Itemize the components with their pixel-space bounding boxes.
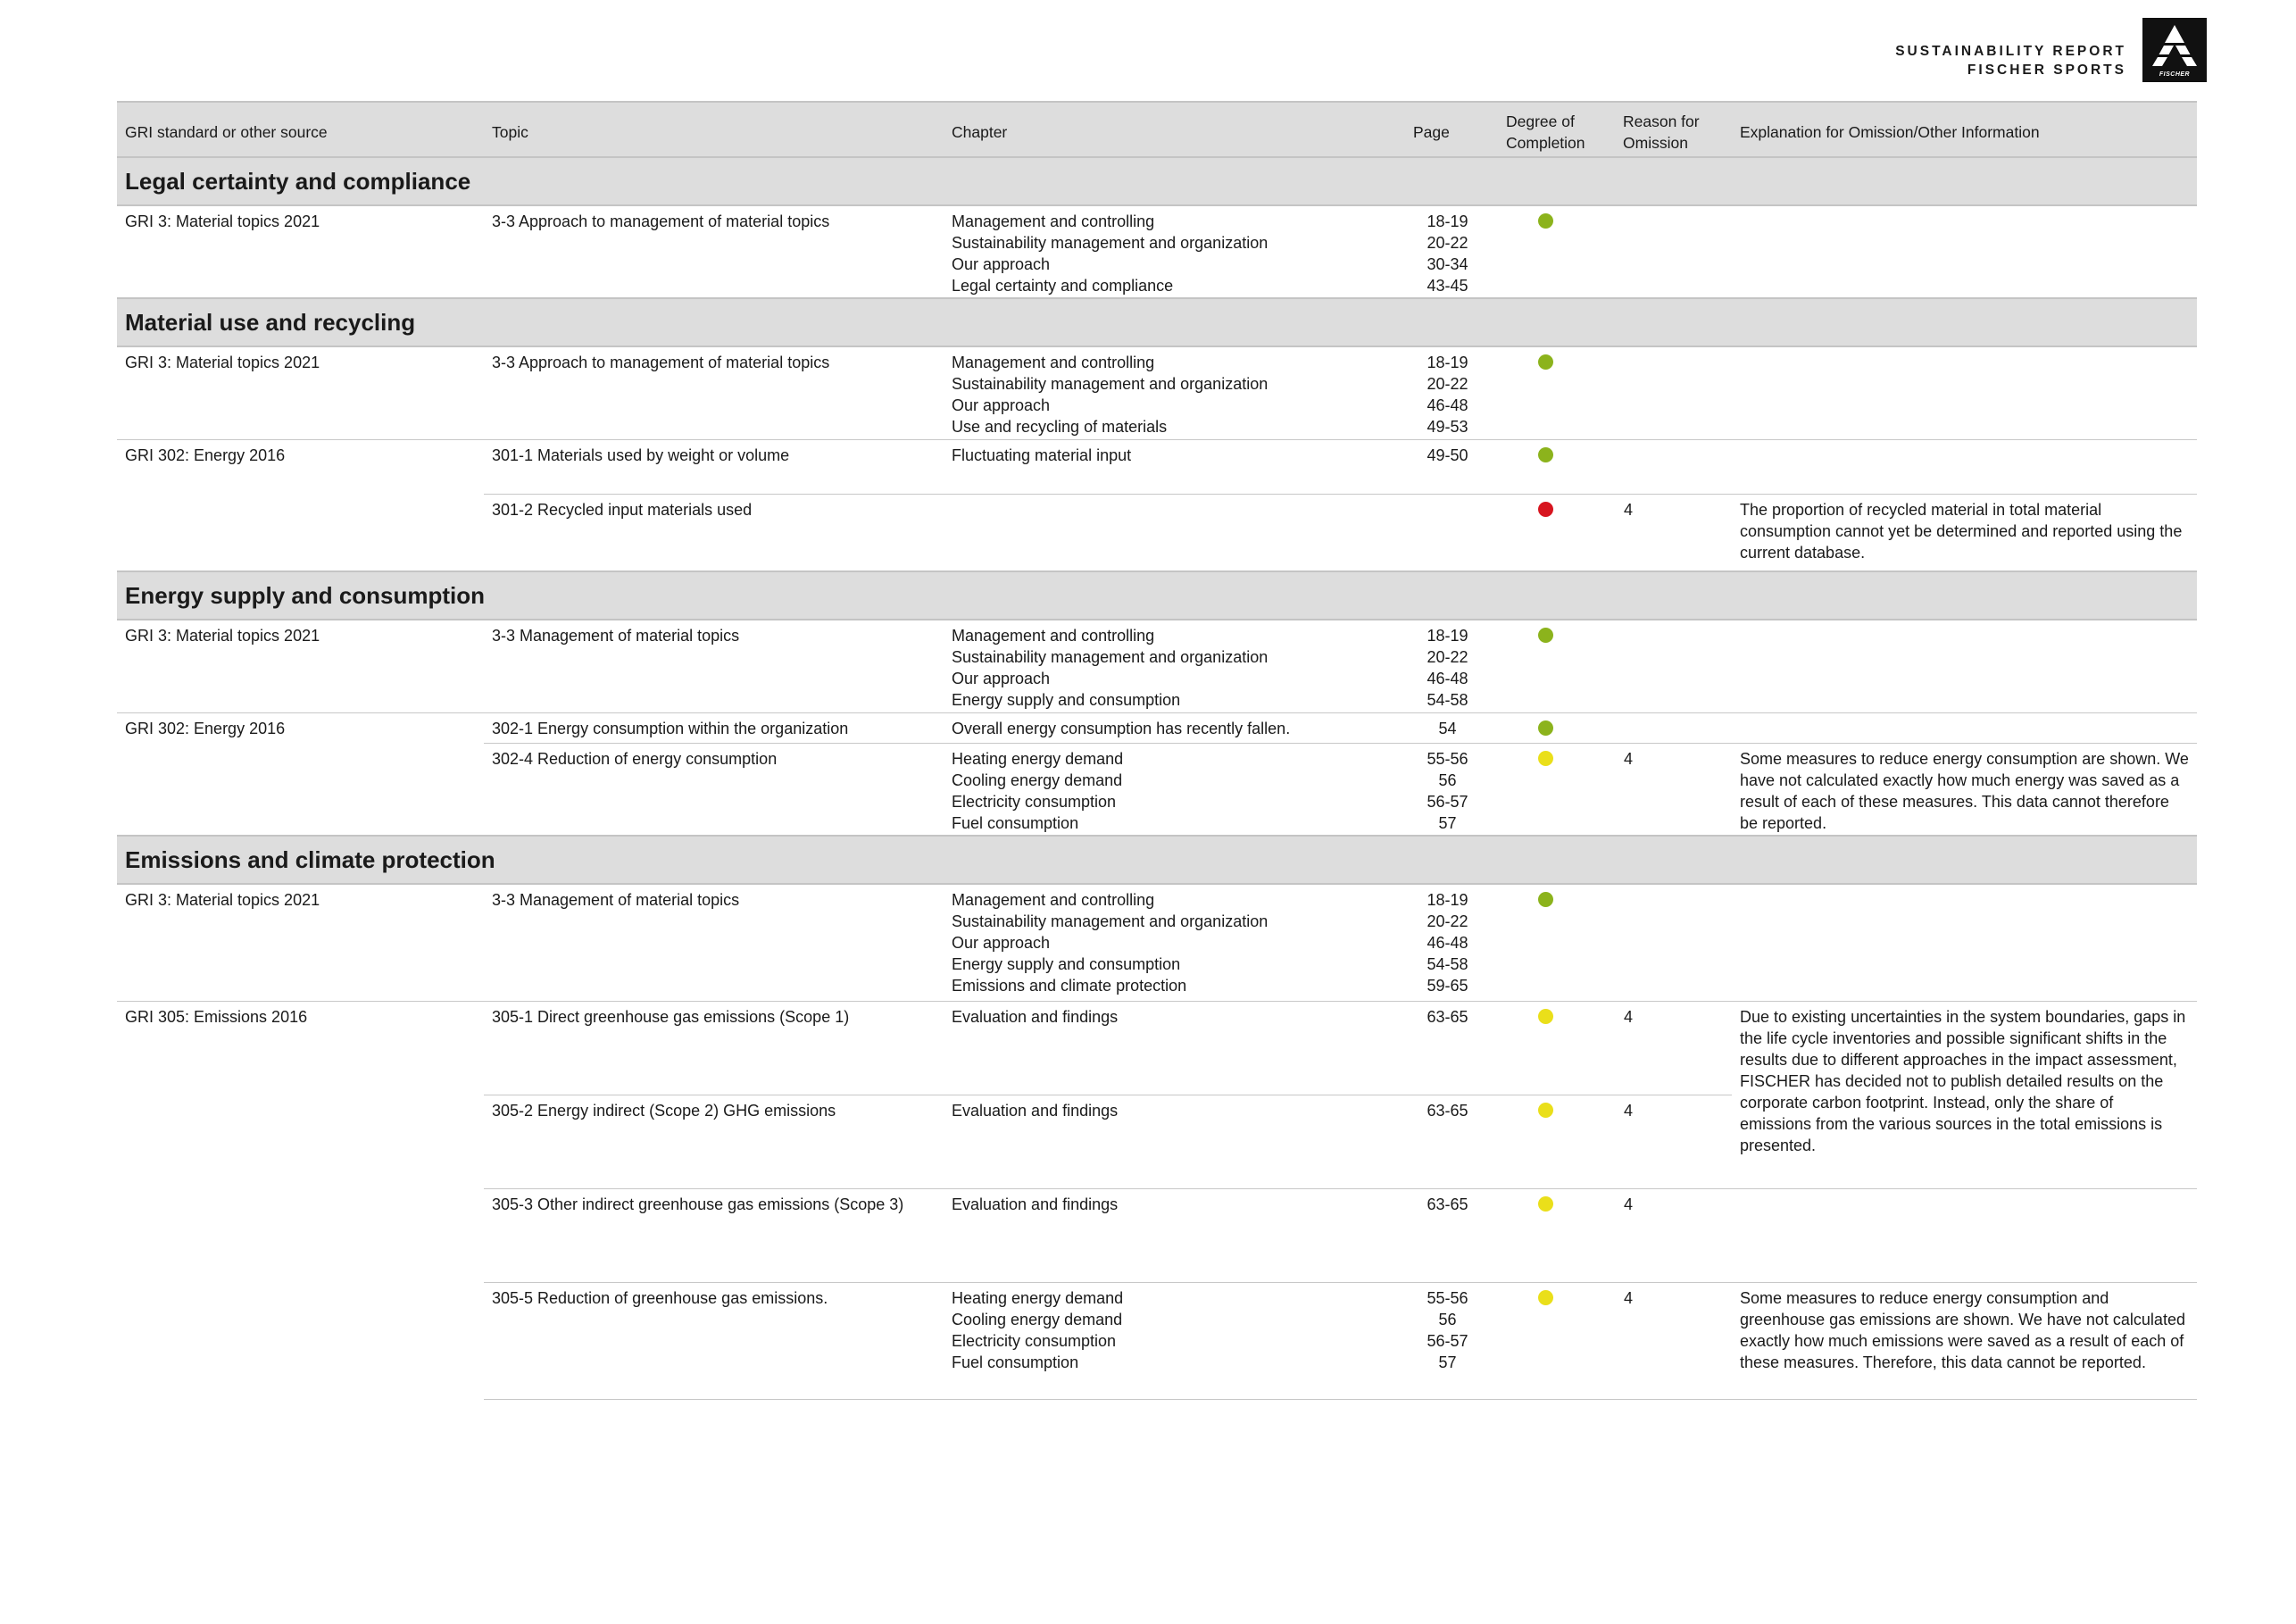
table-row xyxy=(117,205,2197,298)
page-cell xyxy=(1405,743,1498,836)
page-line: 46-48 xyxy=(1427,396,1468,414)
degree-cell xyxy=(1498,494,1615,571)
table-row xyxy=(117,1001,2197,1095)
chapter-cell: Overall energy consumption has recently fallen. xyxy=(944,712,1405,743)
page-cell xyxy=(1405,1282,1498,1399)
chapter-cell xyxy=(944,743,1405,836)
section-row xyxy=(117,836,2197,884)
section-title-material: Material use and recycling xyxy=(117,298,2197,346)
page-line: 18-19 xyxy=(1427,891,1468,909)
section-title-emissions: Emissions and climate protection xyxy=(117,836,2197,884)
chapter-line: Fuel consumption xyxy=(952,813,1079,832)
chapter-line: Electricity consumption xyxy=(952,1331,1117,1350)
topic-cell: 301-2 Recycled input materials used xyxy=(492,500,753,519)
col-header-explanation: Explanation for Omission/Other Information xyxy=(1732,102,2197,157)
reason-cell: 4 xyxy=(1615,1001,1732,1095)
explanation-cell: The proportion of recycled material in total material consumption cannot yet be determined and reported using the current database. xyxy=(1740,500,2183,562)
page-cell xyxy=(1405,620,1498,712)
fischer-logo xyxy=(2142,18,2207,82)
source-cell: GRI 302: Energy 2016 xyxy=(125,719,286,737)
chapter-line: Use and recycling of materials xyxy=(952,418,1168,436)
topic-cell: 305-2 Energy indirect (Scope 2) GHG emissions xyxy=(484,1095,944,1188)
chapter-cell: Evaluation and findings xyxy=(944,1095,1405,1188)
reason-cell xyxy=(1615,205,1732,298)
chapter-line: Emissions and climate protection xyxy=(952,977,1187,995)
page-line: 57 xyxy=(1438,813,1457,832)
report-title-line1: SUSTAINABILITY REPORT xyxy=(1895,44,2126,59)
chapter-line: Sustainability management and organization xyxy=(952,234,1269,252)
chapter-line: Management and controlling xyxy=(952,627,1155,645)
chapter-cell xyxy=(944,205,1405,298)
chapter-cell xyxy=(944,1282,1405,1399)
degree-cell xyxy=(1498,346,1615,439)
chapter-line: Cooling energy demand xyxy=(952,770,1123,789)
status-dot-icon xyxy=(1538,720,1553,736)
page-line: 56 xyxy=(1438,770,1457,789)
section-title-energy: Energy supply and consumption xyxy=(117,571,2197,620)
source-cell: GRI 3: Material topics 2021 xyxy=(125,212,320,230)
page-cell: 49-50 xyxy=(1405,439,1498,494)
status-dot-icon xyxy=(1538,628,1553,643)
chapter-line: Management and controlling xyxy=(952,212,1155,230)
topic-cell: 305-5 Reduction of greenhouse gas emissions. xyxy=(484,1282,944,1399)
page-line: 30-34 xyxy=(1427,255,1468,273)
reason-cell: 4 xyxy=(1624,749,1634,768)
degree-cell xyxy=(1498,884,1615,1001)
explanation-cell xyxy=(1732,1188,2197,1282)
chapter-line: Our approach xyxy=(952,934,1051,952)
chapter-line: Energy supply and consumption xyxy=(952,691,1181,709)
status-dot-icon xyxy=(1538,751,1553,766)
reason-cell xyxy=(1615,439,1732,494)
col-header-chapter: Chapter xyxy=(944,102,1405,157)
chapter-line: Management and controlling xyxy=(952,354,1155,371)
page-cell: 63-65 xyxy=(1405,1188,1498,1282)
col-header-topic: Topic xyxy=(484,102,944,157)
page-line: 46-48 xyxy=(1427,670,1468,687)
chapter-line: Heating energy demand xyxy=(952,1288,1124,1307)
degree-cell xyxy=(1498,1188,1615,1282)
degree-cell xyxy=(1498,1001,1615,1095)
reason-cell: 4 xyxy=(1615,1095,1732,1188)
status-dot-icon xyxy=(1538,1009,1553,1024)
section-title-legal: Legal certainty and compliance xyxy=(117,157,2197,205)
degree-cell xyxy=(1498,1095,1615,1188)
chapter-line: Heating energy demand xyxy=(952,749,1124,768)
table-header-row xyxy=(117,102,2197,157)
chapter-line: Electricity consumption xyxy=(952,792,1117,811)
col-header-degree: Degree of Completion xyxy=(1498,102,1615,157)
source-cell: GRI 3: Material topics 2021 xyxy=(117,884,484,1001)
explanation-cell: Some measures to reduce energy consumption and greenhouse gas emissions are shown. We have not calculated exactly how much emissions were saved as a result of each of these measures. Therefore, this data cannot be reported. xyxy=(1732,1282,2197,1399)
status-dot-icon xyxy=(1538,354,1553,370)
table-row xyxy=(117,620,2197,712)
page-line: 20-22 xyxy=(1427,375,1468,393)
chapter-line: Sustainability management and organization xyxy=(952,912,1269,930)
logo-wordmark: FISCHER xyxy=(2159,71,2191,78)
table-row xyxy=(117,884,2197,1001)
degree-cell xyxy=(1498,712,1615,743)
chapter-line: Sustainability management and organization xyxy=(952,375,1269,393)
chapter-line: Our approach xyxy=(952,670,1051,687)
topic-cell: 3-3 Approach to management of material topics xyxy=(484,346,944,439)
page-line: 46-48 xyxy=(1427,934,1468,952)
page-line: 56 xyxy=(1438,1310,1457,1328)
report-title xyxy=(1895,42,2126,79)
page-line: 59-65 xyxy=(1427,977,1468,995)
status-dot-icon xyxy=(1538,892,1553,907)
col-header-page: Page xyxy=(1405,102,1498,157)
chapter-line: Sustainability management and organization xyxy=(952,648,1269,666)
chapter-cell xyxy=(944,620,1405,712)
reason-cell: 4 xyxy=(1624,500,1634,519)
page-line: 54-58 xyxy=(1427,955,1468,973)
topic-cell: 302-1 Energy consumption within the organization xyxy=(484,712,944,743)
col-header-source: GRI standard or other source xyxy=(117,102,484,157)
topic-cell: 305-3 Other indirect greenhouse gas emissions (Scope 3) xyxy=(484,1188,944,1282)
chapter-line: Energy supply and consumption xyxy=(952,955,1181,973)
section-row xyxy=(117,571,2197,620)
page-cell xyxy=(1405,346,1498,439)
page-cell xyxy=(1405,205,1498,298)
explanation-cell xyxy=(1732,205,2197,298)
page-line: 43-45 xyxy=(1427,277,1468,295)
source-cell: GRI 3: Material topics 2021 xyxy=(117,620,484,712)
report-title-line2: FISCHER SPORTS xyxy=(1967,62,2126,78)
explanation-cell: Due to existing uncertainties in the system boundaries, gaps in the life cycle inventories and possible significant shifts in the results due to different approaches in the impact assessment, FISCHER has decided not to publish detailed results on the corporate carbon footprint. Instead, only the share of emissions from the various sources in the total emissions is presented. xyxy=(1732,1001,2197,1188)
status-dot-icon xyxy=(1538,502,1553,517)
table-row xyxy=(117,712,2197,743)
chapter-line: Cooling energy demand xyxy=(952,1310,1123,1328)
page-line: 20-22 xyxy=(1427,912,1468,930)
page-line: 56-57 xyxy=(1427,792,1468,811)
chapter-cell xyxy=(944,346,1405,439)
status-dot-icon xyxy=(1538,213,1553,229)
reason-cell: 4 xyxy=(1615,1282,1732,1399)
page-cell: 54 xyxy=(1405,712,1498,743)
status-dot-icon xyxy=(1538,1196,1553,1212)
explanation-cell xyxy=(1732,620,2197,712)
reason-cell xyxy=(1615,620,1732,712)
explanation-cell xyxy=(1732,712,2197,743)
col-header-reason: Reason for Omission xyxy=(1615,102,1732,157)
page-line: 18-19 xyxy=(1427,627,1468,645)
reason-cell xyxy=(1615,884,1732,1001)
chapter-cell: Evaluation and findings xyxy=(944,1001,1405,1095)
table-row xyxy=(117,346,2197,439)
topic-cell: 301-1 Materials used by weight or volume xyxy=(484,439,944,494)
page-line: 55-56 xyxy=(1427,749,1468,768)
degree-cell xyxy=(1498,1282,1615,1399)
chapter-cell xyxy=(944,494,1405,571)
page-line: 56-57 xyxy=(1427,1331,1468,1350)
source-cell: GRI 305: Emissions 2016 xyxy=(125,1007,308,1026)
gri-index-table xyxy=(117,101,2197,1400)
source-cell: GRI 302: Energy 2016 xyxy=(125,446,286,464)
topic-cell: 3-3 Management of material topics xyxy=(484,620,944,712)
degree-cell xyxy=(1498,743,1615,836)
explanation-cell xyxy=(1732,884,2197,1001)
page-line: 49-53 xyxy=(1427,418,1468,436)
status-dot-icon xyxy=(1538,447,1553,462)
chapter-cell xyxy=(944,884,1405,1001)
chapter-cell: Evaluation and findings xyxy=(944,1188,1405,1282)
topic-cell: 3-3 Approach to management of material topics xyxy=(492,212,830,230)
status-dot-icon xyxy=(1538,1290,1553,1305)
chapter-cell: Fluctuating material input xyxy=(944,439,1405,494)
explanation-cell: Some measures to reduce energy consumption are shown. We have not calculated exactly how much energy was saved as a result of each of these measures. This data cannot therefore be reported. xyxy=(1740,749,2189,832)
chapter-line: Management and controlling xyxy=(952,891,1155,909)
report-header xyxy=(1895,18,2207,82)
page-line: 20-22 xyxy=(1427,234,1468,252)
chapter-line: Fuel consumption xyxy=(952,1353,1079,1371)
page-line: 20-22 xyxy=(1427,648,1468,666)
page-cell: 63-65 xyxy=(1405,1095,1498,1188)
topic-cell: 302-4 Reduction of energy consumption xyxy=(492,749,778,768)
topic-cell: 3-3 Management of material topics xyxy=(484,884,944,1001)
chapter-line: Our approach xyxy=(952,255,1051,273)
page-line: 55-56 xyxy=(1427,1288,1468,1307)
degree-cell xyxy=(1498,205,1615,298)
page-line: 57 xyxy=(1438,1353,1457,1371)
table-row xyxy=(117,439,2197,494)
section-row xyxy=(117,157,2197,205)
page-cell xyxy=(1405,494,1498,571)
degree-cell xyxy=(1498,439,1615,494)
reason-cell xyxy=(1615,346,1732,439)
section-row xyxy=(117,298,2197,346)
reason-cell: 4 xyxy=(1615,1188,1732,1282)
page-cell xyxy=(1405,884,1498,1001)
page-cell: 63-65 xyxy=(1405,1001,1498,1095)
source-cell: GRI 3: Material topics 2021 xyxy=(117,346,484,439)
page-line: 18-19 xyxy=(1427,354,1468,371)
explanation-cell xyxy=(1732,439,2197,494)
explanation-cell xyxy=(1732,346,2197,439)
page-line: 54-58 xyxy=(1427,691,1468,709)
reason-cell xyxy=(1615,712,1732,743)
degree-cell xyxy=(1498,620,1615,712)
page-line: 18-19 xyxy=(1427,212,1468,230)
status-dot-icon xyxy=(1538,1103,1553,1118)
chapter-line: Legal certainty and compliance xyxy=(952,277,1174,295)
topic-cell: 305-1 Direct greenhouse gas emissions (Scope 1) xyxy=(484,1001,944,1095)
chapter-line: Our approach xyxy=(952,396,1051,414)
